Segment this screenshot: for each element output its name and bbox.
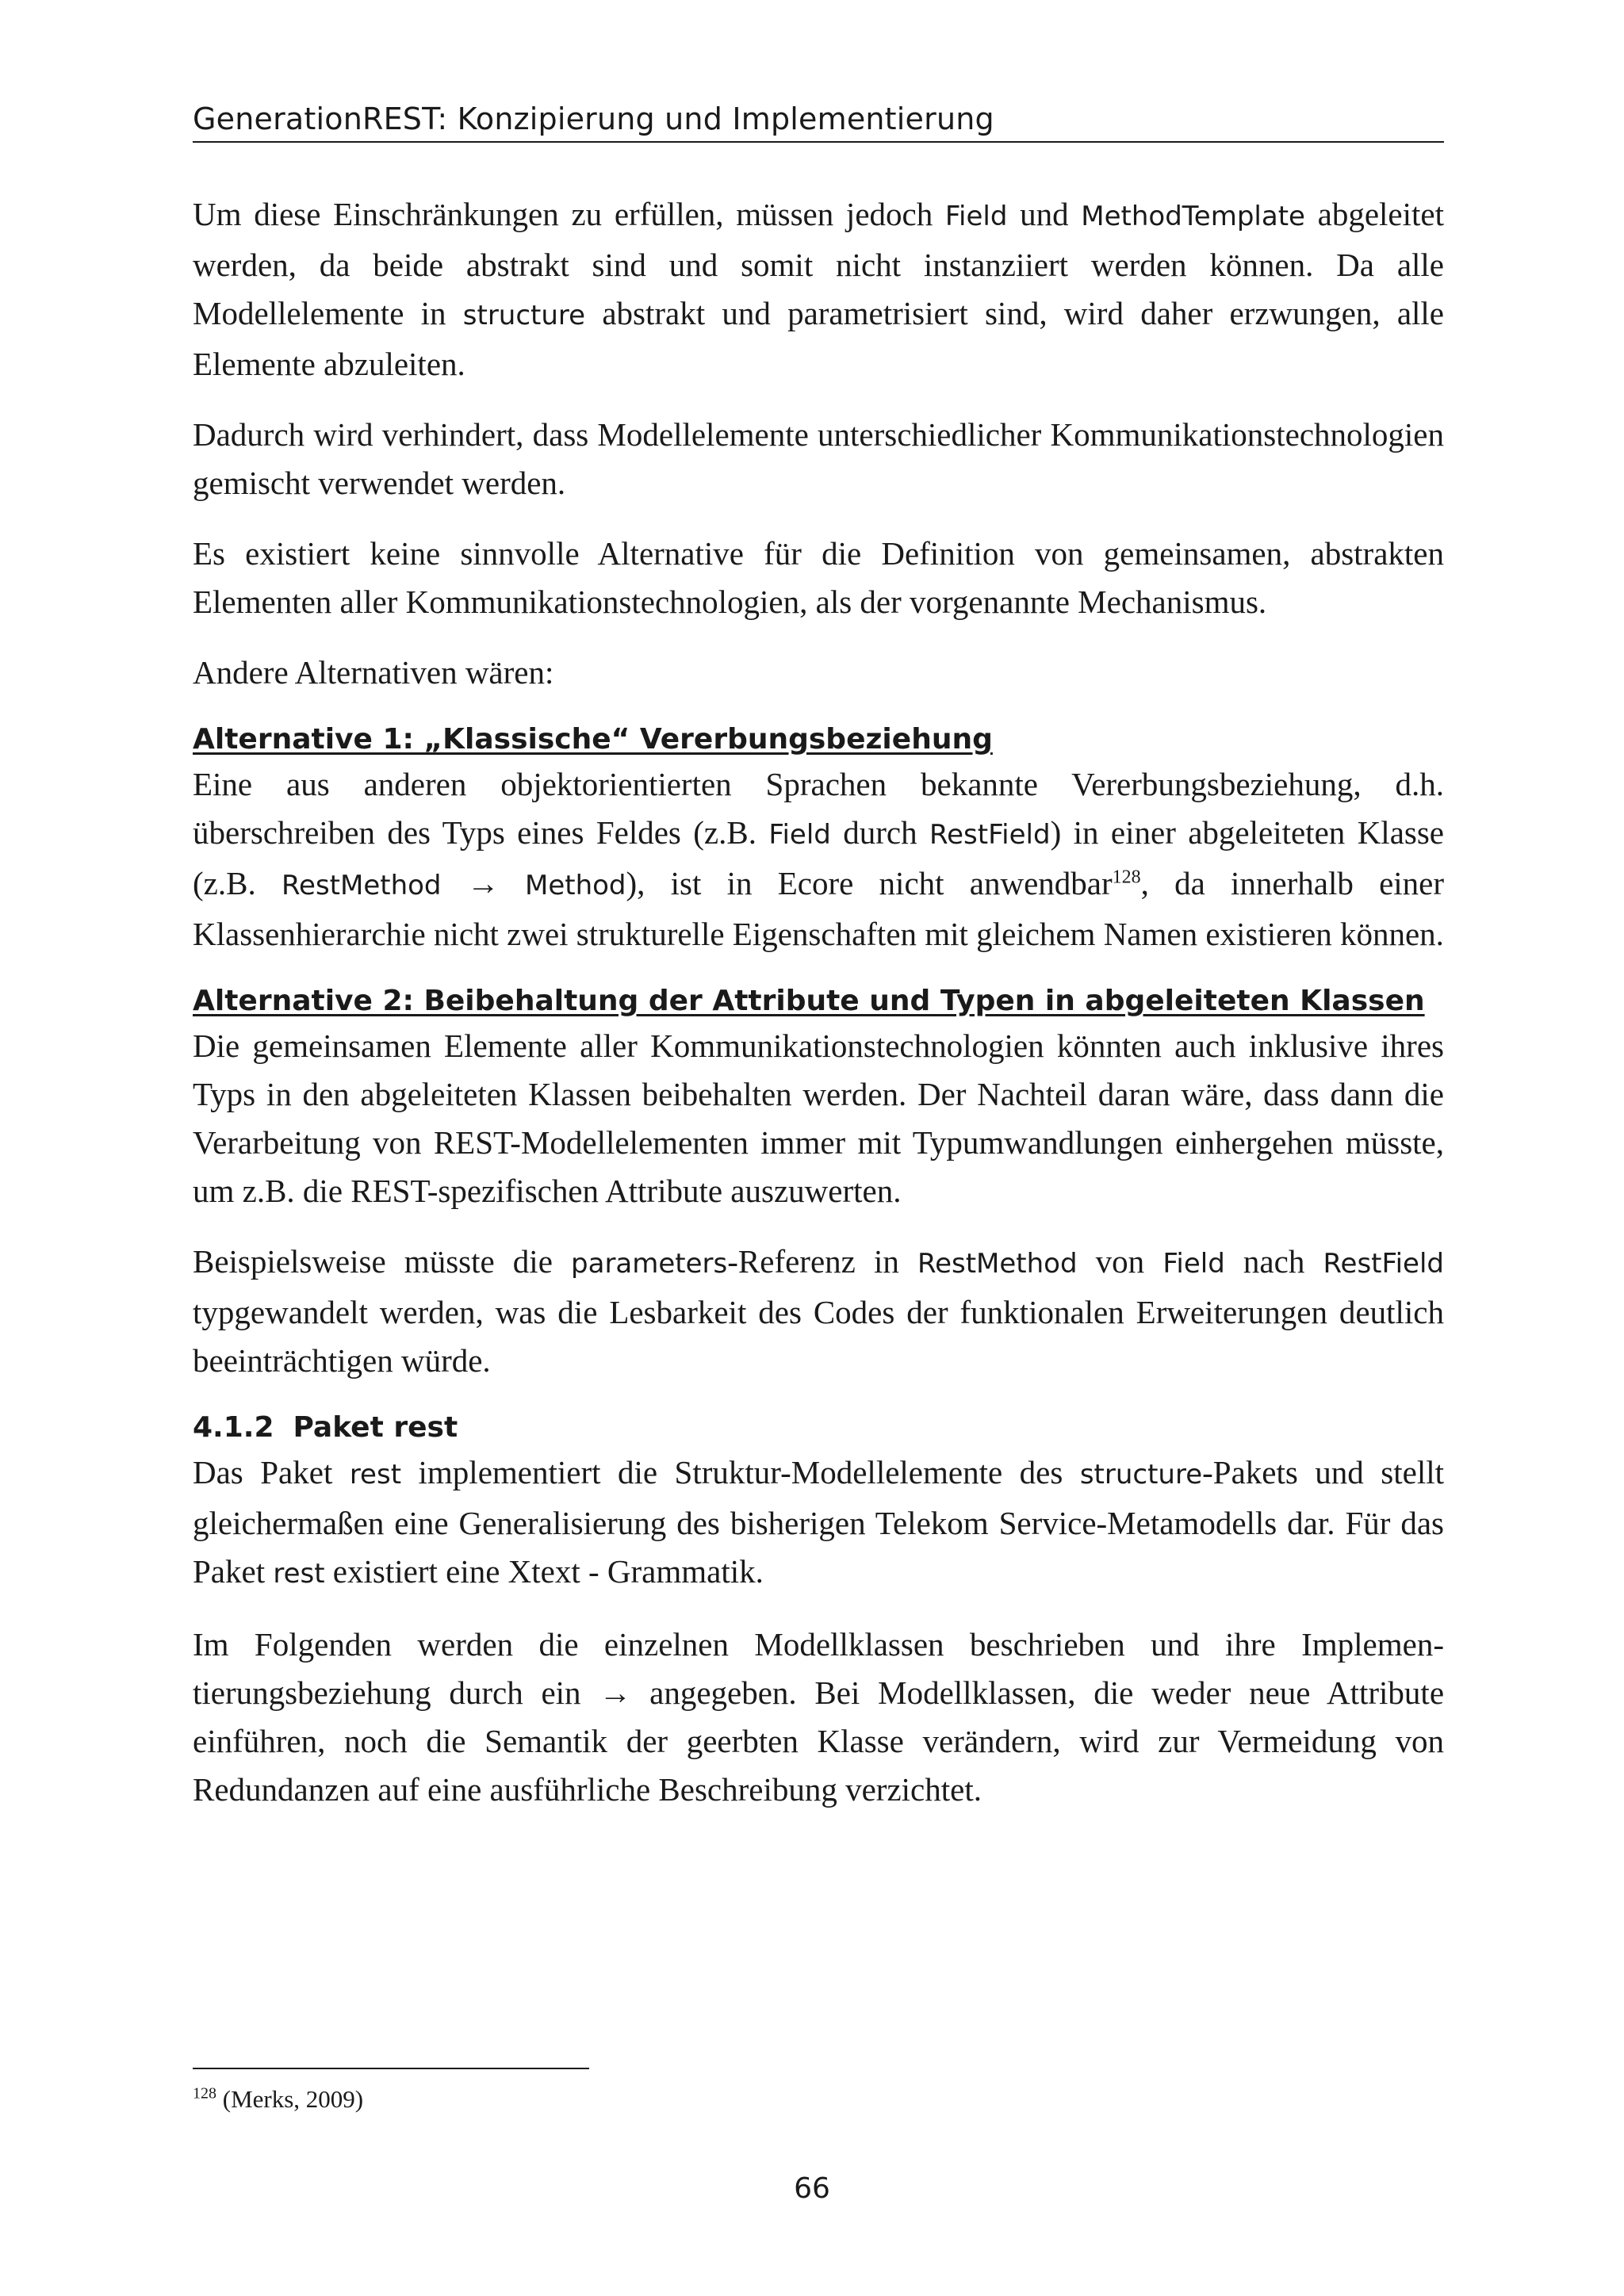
paragraph-4: Andere Alternativen wären: [193, 654, 554, 691]
code-term: parameters [571, 1248, 728, 1280]
text-run: durch [830, 814, 930, 851]
paragraph-1 [193, 190, 1444, 388]
code-term: RestField [929, 819, 1051, 851]
footnote-reference: 128 [1112, 867, 1141, 888]
text-run: nach [1224, 1243, 1323, 1280]
footnote-number: 128 [193, 2084, 216, 2103]
code-term: MethodTemplate [1081, 201, 1305, 232]
text-run: , da innerhalb einer Klassenhierarchie nicht zwei strukturelle Eigenschaften mit gleichem Namen existieren können. [193, 865, 1445, 952]
alternative-2-heading: Alternative 2: Beibehaltung der Attribute und Typen in abgeleiteten Klassen [193, 985, 1425, 1017]
text-run: von [1077, 1243, 1163, 1280]
paragraph-6 [193, 1448, 1444, 1598]
code-term: Method [524, 870, 626, 901]
section-title: Paket rest [293, 1411, 458, 1444]
paragraph-5 [193, 1238, 1444, 1385]
text-run: abstrakt und parametrisiert sind, wird daher erzwungen, alle Elemente abzuleiten. [193, 295, 1445, 382]
text-run: Eine aus anderen objektorientierten Sprachen bekannte Vererbungsbeziehung, d.h. überschreiben des Typs eines Feldes (z.B. [193, 766, 1444, 851]
text-run: Um diese Einschränkungen zu erfüllen, müssen jedoch [193, 196, 945, 232]
section-number: 4.1.2 [193, 1411, 274, 1444]
running-title: GenerationREST: Konzipierung und Implementierung [193, 101, 994, 136]
footnote-separator [193, 2068, 589, 2069]
code-term: structure [462, 300, 586, 331]
code-term: Field [944, 201, 1008, 232]
section-heading [193, 1407, 1444, 1448]
code-term: RestMethod [917, 1248, 1078, 1280]
page-number: 66 [794, 2172, 830, 2205]
text-run: Das Paket [193, 1454, 350, 1490]
text-run: und [1007, 196, 1082, 232]
text-run: typgewandelt werden, was die Lesbarkeit des Codes der funktionalen Erweiterungen deutlich beeinträchtigen würde. [193, 1294, 1444, 1379]
code-term: Field [768, 819, 831, 851]
code-term: RestMethod [281, 870, 442, 901]
code-term: RestField [1323, 1248, 1444, 1280]
text-run: -Referenz in [727, 1243, 917, 1280]
text-run: Im Folgenden werden die einzelnen Modellklassen beschrieben und ihre Implementierungsbeziehung durch ein [193, 1626, 1444, 1711]
arrow-icon: → [599, 1674, 632, 1711]
text-run: angegeben. Bei Modellklassen, die weder neue Attribute einführen, noch die Semantik der geerbten Klasse verändern, wird zur Vermeidung von Redundanzen auf eine ausführliche Beschreibung verzichtet. [193, 1674, 1445, 1808]
text-run: abgeleitet werden, da beide abstrakt sind und somit nicht instanziiert werden können. Da alle Modellelemente in [193, 196, 1444, 331]
paragraph-2: Dadurch wird verhindert, dass Modellelemente unterschiedlicher Kommunikationstechnologien gemischt verwendet werden. [193, 416, 1444, 501]
code-term: structure [1079, 1459, 1203, 1490]
text-run: Beispielsweise müsste die [193, 1243, 572, 1280]
footnote [193, 2085, 363, 2114]
alternative-1-text [193, 760, 1444, 959]
footnote-text: (Merks, 2009) [216, 2085, 364, 2113]
text-run: ), ist in Ecore nicht anwendbar [626, 865, 1113, 901]
text-run: existiert eine Xtext - Grammatik. [324, 1553, 764, 1590]
alternative-1-heading: Alternative 1: „Klassische“ Vererbungsbeziehung [193, 723, 993, 756]
paragraph-3: Es existiert keine sinnvolle Alternative für die Definition von gemeinsamen, abstrakten Elementen aller Kommunikationstechnologien, als der vorgenannte Mechanismus. [193, 535, 1444, 620]
alternative-2-text: Die gemeinsamen Elemente aller Kommunikationstechnologien könnten auch inklusive ihres Typs in den abgeleiteten Klassen beibehalten werden. Der Nachteil daran wäre, dass dann die Verarbeitung von REST-Modellelementen immer mit Typumwandlungen einhergehen müsste, um z.B. die REST-spezifischen Attribute auszuwerten. [193, 1027, 1444, 1209]
paragraph-7 [193, 1621, 1444, 1814]
text-run: ) in einer abgeleiteten Klasse (z.B. [193, 814, 1444, 901]
text-run: -Pakets und stellt gleichermaßen eine Generalisierung des bisherigen Telekom Service-Metamodells dar. Für das Paket [193, 1454, 1444, 1590]
code-term: rest [349, 1459, 402, 1490]
arrow-icon: → [441, 865, 525, 901]
page-header [193, 95, 1444, 143]
main-text [193, 190, 1444, 1836]
code-term: rest [273, 1558, 325, 1590]
code-term: Field [1162, 1248, 1225, 1280]
text-run: implementiert die Struktur-Modellelemente des [401, 1454, 1080, 1490]
